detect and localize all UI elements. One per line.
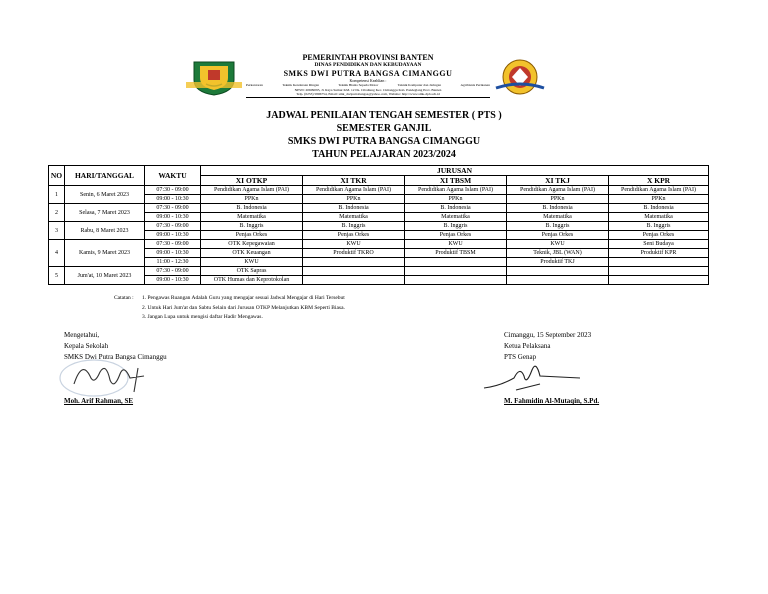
letterhead-line2: DINAS PENDIDIKAN DAN KEBUDAYAAN [314, 62, 422, 68]
cell-subject [609, 276, 709, 285]
chairman-signature-icon [480, 356, 590, 396]
cell-subject: Matematika [609, 213, 709, 222]
cell-subject: B. Inggris [201, 222, 303, 231]
program-item: Teknik Komputer dan Jaringan [397, 82, 442, 87]
program-item: Perkantoran [246, 82, 263, 87]
cell-no: 5 [49, 267, 65, 285]
cell-subject: PPKn [303, 195, 405, 204]
cell-subject: KWU [405, 240, 507, 249]
header-xi-tbsm: XI TBSM [405, 176, 507, 186]
letterhead-school-name: SMKS DWI PUTRA BANGSA CIMANGGU [283, 68, 453, 78]
letterhead-rule [246, 97, 490, 98]
cell-subject: Matematika [507, 213, 609, 222]
cell-subject: Seni Budaya [609, 240, 709, 249]
cell-subject: Matematika [303, 213, 405, 222]
note-item: 2. Untuk Hari Jum'at dan Sabtu Selain dari Jurusan OTKP Melanjutkan KBM Seperti Biasa. [142, 304, 345, 311]
schedule-table [48, 165, 709, 285]
sig-right-line2: Ketua Pelaksana [504, 342, 551, 350]
cell-hari: Kamis, 9 Maret 2023 [65, 240, 145, 267]
cell-subject [507, 276, 609, 285]
sig-right-date: Cimanggu, 15 September 2023 [504, 331, 592, 339]
cell-hari: Senin, 6 Maret 2023 [65, 186, 145, 204]
cell-subject: Produktif TKRO [303, 249, 405, 258]
cell-waktu: 07:30 - 09:00 [145, 222, 201, 231]
cell-subject [303, 258, 405, 267]
principal-signature-icon [54, 354, 184, 398]
cell-subject: Produktif TBSM [405, 249, 507, 258]
header-x-kpr: X KPR [609, 176, 709, 186]
header-xi-otkp: XI OTKP [201, 176, 303, 186]
cell-subject: Matematika [405, 213, 507, 222]
cell-subject: Pendidikan Agama Islam (PAI) [201, 186, 303, 195]
cell-no: 4 [49, 240, 65, 267]
cell-subject: B. Indonesia [201, 204, 303, 213]
document-titles [0, 109, 768, 161]
sig-left-line1: Mengetahui, [64, 331, 100, 339]
program-item: Agribisnis Perikanan [460, 82, 490, 87]
cell-subject: Penjas Orkes [507, 231, 609, 240]
cell-waktu: 11:00 - 12:30 [145, 258, 201, 267]
cell-hari: Rabu, 8 Maret 2023 [65, 222, 145, 240]
notes-label: Catatan : [114, 295, 134, 301]
school-logo-icon [494, 58, 546, 96]
cell-subject [405, 258, 507, 267]
table-row [49, 222, 709, 231]
sig-left-line3: SMKS Dwi Putra Bangsa Cimanggu [64, 353, 167, 361]
table-row [49, 186, 709, 195]
note-item: 3. Jangan Lupa untuk mengisi daftar Hadir Mengawas. [142, 314, 263, 320]
cell-subject: PPKn [405, 195, 507, 204]
cell-subject: OTK Kepegawaian [201, 240, 303, 249]
header-xi-tkr: XI TKR [303, 176, 405, 186]
cell-subject: B. Indonesia [507, 204, 609, 213]
header-xi-tkj: XI TKJ [507, 176, 609, 186]
table-row [49, 231, 709, 240]
cell-waktu: 09:00 - 10:30 [145, 195, 201, 204]
table-row [49, 195, 709, 204]
cell-waktu: 09:00 - 10:30 [145, 249, 201, 258]
table-row [49, 213, 709, 222]
table-row [49, 276, 709, 285]
cell-subject: B. Inggris [609, 222, 709, 231]
table-row [49, 258, 709, 267]
cell-subject: Pendidikan Agama Islam (PAI) [303, 186, 405, 195]
cell-subject: B. Inggris [507, 222, 609, 231]
table-row [49, 240, 709, 249]
letterhead-address: NPSN: 20609095, Jl. Raya Sumur KM. 12 Ds. Cibaliung Kec. Cimanggu Kab. Pandeglang Prov. Banten [294, 88, 442, 92]
cell-subject [609, 258, 709, 267]
cell-no: 3 [49, 222, 65, 240]
cell-subject: KWU [201, 258, 303, 267]
header-hari-tanggal: HARI/TANGGAL [65, 166, 145, 186]
cell-subject: B. Indonesia [405, 204, 507, 213]
cell-subject [405, 267, 507, 276]
letterhead-kompetensi: Kompetensi Keahlian : [349, 77, 387, 83]
cell-subject: KWU [303, 240, 405, 249]
banten-province-emblem-icon [186, 58, 242, 96]
cell-subject: Penjas Orkes [609, 231, 709, 240]
cell-subject: B. Indonesia [609, 204, 709, 213]
cell-subject: B. Indonesia [303, 204, 405, 213]
cell-waktu: 09:00 - 10:30 [145, 213, 201, 222]
letterhead-programs [246, 84, 490, 88]
cell-subject: PPKn [609, 195, 709, 204]
cell-subject: KWU [507, 240, 609, 249]
program-item: Teknik Kendaraan Ringan [282, 82, 319, 87]
chairman-name: M. Fahmidin Al-Mutaqin, S.Pd. [504, 397, 600, 405]
cell-subject: PPKn [507, 195, 609, 204]
cell-waktu: 07:30 - 09:00 [145, 267, 201, 276]
principal-name: Moh. Arif Rahman, SE [64, 397, 134, 405]
cell-subject: Penjas Orkes [201, 231, 303, 240]
cell-subject: Pendidikan Agama Islam (PAI) [609, 186, 709, 195]
program-item: Teknik Bisnis Sepeda Motor [338, 82, 379, 87]
cell-subject: Penjas Orkes [405, 231, 507, 240]
cell-no: 1 [49, 186, 65, 204]
cell-subject: Pendidikan Agama Islam (PAI) [405, 186, 507, 195]
cell-subject: Pendidikan Agama Islam (PAI) [507, 186, 609, 195]
table-row [49, 204, 709, 213]
cell-waktu: 07:30 - 09:00 [145, 240, 201, 249]
cell-subject: Produktif KPR [609, 249, 709, 258]
title-line-3: SMKS DWI PUTRA BANGSA CIMANGGU [287, 136, 481, 147]
table-row [49, 249, 709, 258]
cell-subject: OTK Sapras [201, 267, 303, 276]
table-row [49, 267, 709, 276]
cell-subject [405, 276, 507, 285]
sig-right-line3: PTS Genap [504, 353, 537, 361]
cell-subject: Teknik, JBL (WAN) [507, 249, 609, 258]
title-line-2: SEMESTER GANJIL [336, 123, 432, 134]
letterhead [186, 54, 546, 100]
cell-no: 2 [49, 204, 65, 222]
cell-subject: OTK Keuangan [201, 249, 303, 258]
cell-hari: Jum'at, 10 Maret 2023 [65, 267, 145, 285]
sig-left-line2: Kepala Sekolah [64, 342, 109, 350]
cell-waktu: 07:30 - 09:00 [145, 204, 201, 213]
signature-block-right [504, 330, 600, 405]
letterhead-contact: Telp. (0253) 5806754, Email: smk_dwiputrabangsa@yahoo.com, Website: http://www.smk-dpb.sch.id [296, 91, 440, 96]
letterhead-line1: PEMERINTAH PROVINSI BANTEN [302, 53, 434, 62]
cell-subject [303, 267, 405, 276]
signature-block-left [64, 330, 167, 405]
header-waktu: WAKTU [145, 166, 201, 186]
cell-subject: B. Inggris [303, 222, 405, 231]
note-item: 1. Pengawas Ruangan Adalah Guru yang mengajar sesuai Jadwal Mengajar di Hari Tersebut [142, 295, 345, 301]
header-jurusan: JURUSAN [201, 166, 709, 176]
cell-subject: Produktif TKJ [507, 258, 609, 267]
cell-waktu: 07:30 - 09:00 [145, 186, 201, 195]
cell-subject: PPKn [201, 195, 303, 204]
cell-subject: B. Inggris [405, 222, 507, 231]
cell-waktu: 09:00 - 10:30 [145, 276, 201, 285]
cell-subject: Matematika [201, 213, 303, 222]
title-line-4: TAHUN PELAJARAN 2023/2024 [312, 149, 456, 160]
cell-subject [303, 276, 405, 285]
cell-hari: Selasa, 7 Maret 2023 [65, 204, 145, 222]
title-line-1: JADWAL PENILAIAN TENGAH SEMESTER ( PTS ) [266, 110, 502, 121]
notes [114, 294, 345, 323]
cell-subject [609, 267, 709, 276]
cell-subject: Penjas Orkes [303, 231, 405, 240]
cell-subject: OTK Humas dan Keprotokolan [201, 276, 303, 285]
cell-waktu: 09:00 - 10:30 [145, 231, 201, 240]
cell-subject [507, 267, 609, 276]
header-no: NO [49, 166, 65, 186]
